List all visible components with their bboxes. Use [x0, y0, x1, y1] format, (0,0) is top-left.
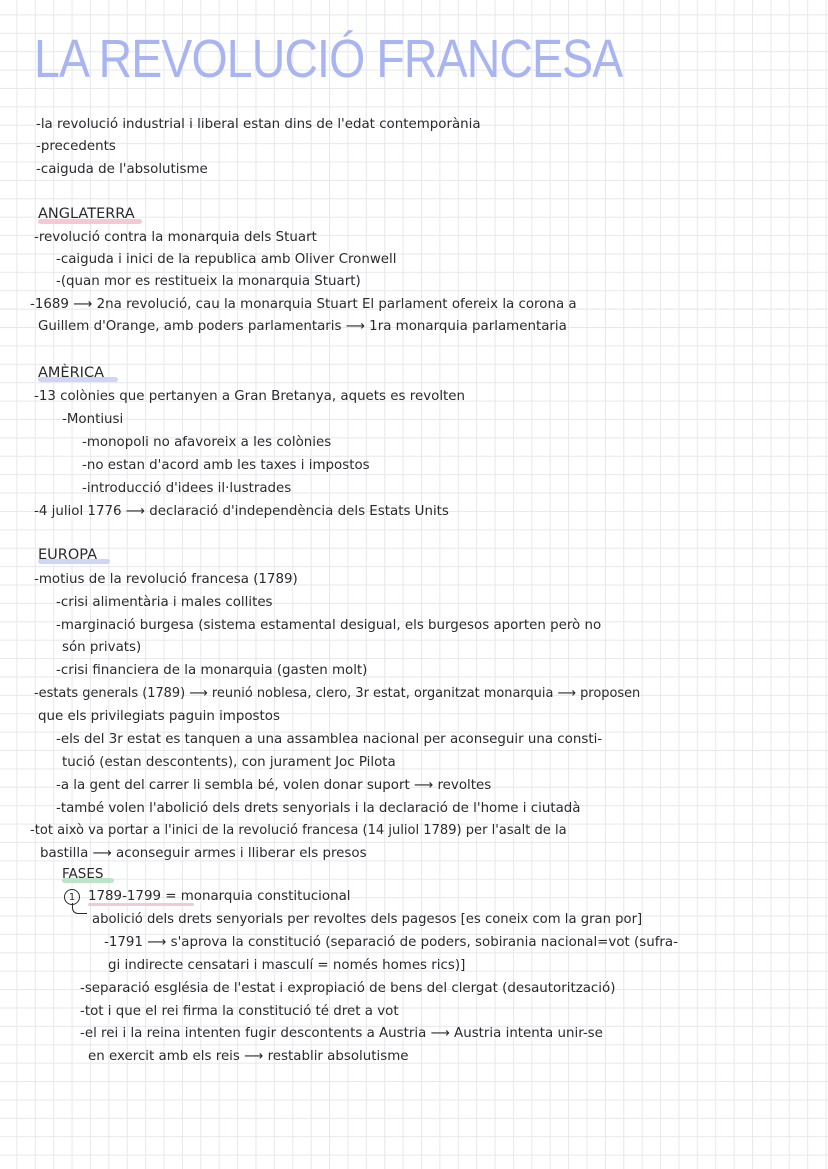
anglaterra-line: -(quan mor es restitueix la monarquia Stuart) — [56, 274, 361, 289]
fases-line: -separació església de l'estat i expropiació de bens del clergat (desautorització) — [80, 981, 616, 996]
europa-line: -a la gent del carrer li sembla bé, volen donar suport ⟶ revoltes — [56, 778, 492, 793]
intro-line: -la revolució industrial i liberal estan dins de l'edat contemporània — [36, 117, 481, 132]
anglaterra-line: -1689 ⟶ 2na revolució, cau la monarquia Stuart El parlament ofereix la corona a — [30, 297, 577, 312]
fases-line: gi indirecte censatari i masculí = només homes rics)] — [108, 958, 466, 973]
europa-line: -els del 3r estat es tanquen a una assamblea nacional per aconseguir una consti- — [56, 732, 603, 747]
europa-line: -motius de la revolució francesa (1789) — [34, 572, 298, 587]
europa-line: -crisi alimentària i males collites — [56, 595, 273, 610]
phase-number-badge: 1 — [64, 889, 80, 905]
europa-line: tució (estan descontents), con jurament Joc Pilota — [62, 755, 396, 770]
america-line: -introducció d'idees il·lustrades — [82, 481, 292, 496]
america-line: -monopoli no afavoreix a les colònies — [82, 435, 332, 450]
europa-line: són privats) — [62, 640, 142, 655]
section-heading-anglaterra: ANGLATERRA — [38, 206, 135, 222]
europa-line: -tot això va portar a l'inici de la revolució francesa (14 juliol 1789) per l'asalt de la — [30, 823, 567, 838]
fases-line: -el rei i la reina intenten fugir descontents a Austria ⟶ Austria intenta unir-se — [80, 1026, 603, 1041]
section-heading-america: AMÈRICA — [38, 365, 104, 381]
fases-line: -1791 ⟶ s'aprova la constitució (separació de poders, sobirania nacional=vot (sufra- — [104, 935, 678, 950]
anglaterra-line: -caiguda i inici de la republica amb Oliver Cronwell — [56, 252, 397, 267]
america-line: -13 colònies que pertanyen a Gran Bretanya, aquets es revolten — [34, 389, 466, 404]
intro-line: -precedents — [36, 139, 116, 154]
america-line: -Montiusi — [62, 412, 124, 427]
arrow-hook-icon — [72, 903, 87, 914]
fases-line: -tot i que el rei firma la constitució té dret a vot — [80, 1004, 399, 1019]
section-heading-fases: FASES — [62, 866, 104, 882]
page-title: LA REVOLUCIÓ FRANCESA — [34, 29, 623, 89]
europa-line: que els privilegiats paguin impostos — [38, 709, 280, 724]
anglaterra-line: -revolució contra la monarquia dels Stuart — [34, 230, 317, 245]
anglaterra-line: Guillem d'Orange, amb poders parlamentaris ⟶ 1ra monarquia parlamentaria — [38, 319, 567, 334]
intro-line: -caiguda de l'absolutisme — [36, 162, 208, 177]
fases-line: en exercit amb els reis ⟶ restablir absolutisme — [88, 1049, 409, 1064]
europa-line: -també volen l'abolició dels drets senyorials i la declaració de l'home i ciutadà — [56, 801, 581, 816]
europa-line: bastilla ⟶ aconseguir armes i lliberar els presos — [40, 846, 367, 861]
fases-line: 1789-1799 = monarquia constitucional — [88, 889, 351, 904]
america-line: -no estan d'acord amb les taxes i impostos — [82, 458, 370, 473]
fases-line: abolició dels drets senyorials per revoltes dels pagesos [es coneix com la gran por] — [92, 912, 643, 927]
section-heading-europa: EUROPA — [38, 547, 97, 563]
america-line: -4 juliol 1776 ⟶ declaració d'independència dels Estats Units — [34, 504, 449, 519]
europa-line: -marginació burgesa (sistema estamental desigual, els burgesos aporten però no — [56, 618, 602, 633]
europa-line: -estats generals (1789) ⟶ reunió noblesa, clero, 3r estat, organitzat monarquia ⟶ proposen — [34, 686, 641, 701]
europa-line: -crisi financiera de la monarquia (gasten molt) — [56, 663, 368, 678]
